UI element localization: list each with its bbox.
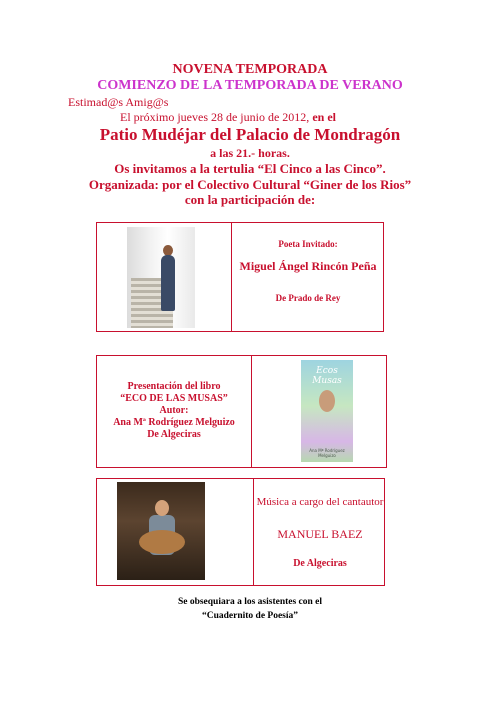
book-box: [96, 355, 387, 468]
book-line-1: Presentación del libro: [127, 381, 221, 392]
poet-box: [96, 222, 384, 332]
music-box: [96, 478, 385, 586]
book-title: “ECO DE LAS MUSAS”: [120, 393, 228, 404]
organizer: Organizada: por el Colectivo Cultural “Giner de los Rios”: [88, 177, 412, 192]
singer-photo: [117, 482, 205, 580]
date-suffix: en el: [312, 110, 336, 124]
divider: [251, 356, 252, 467]
date-line: [120, 110, 420, 125]
singer-name: MANUEL BAEZ: [277, 527, 363, 541]
poet-origin: De Prado de Rey: [275, 293, 341, 303]
book-author-label: Autor:: [159, 405, 189, 416]
footer-line-1: Se obsequiara a los asistentes con el: [177, 597, 323, 607]
cover-portrait: [319, 390, 335, 412]
cover-author: Ana Mª Rodríguez Melguizo: [309, 448, 345, 458]
guitar-graphic: [139, 530, 185, 554]
divider: [231, 223, 232, 331]
book-cover: [301, 360, 353, 462]
invite: Os invitamos a la tertulia “El Cinco a las Cinco”.: [114, 161, 386, 176]
greeting: Estimad@s Amig@s: [68, 95, 169, 109]
singer-head: [155, 500, 169, 516]
footer-line-2: “Cuadernito de Poesía”: [201, 611, 299, 621]
season-title: NOVENA TEMPORADA: [172, 62, 328, 77]
poet-figure: [161, 255, 175, 311]
music-line: Música a cargo del cantautor: [256, 496, 384, 508]
singer-origin: De Algeciras: [293, 558, 347, 569]
poet-name: Miguel Ángel Rincón Peña: [239, 259, 377, 273]
book-origin: De Algeciras: [147, 429, 201, 440]
book-details: [97, 381, 251, 441]
participation: con la participación de:: [184, 192, 316, 207]
time: a las 21.- horas.: [210, 146, 290, 160]
venue: Patio Mudéjar del Palacio de Mondragón: [99, 125, 401, 144]
poet-photo: [127, 227, 195, 328]
book-author: Ana Mª Rodríguez Melguizo: [113, 417, 235, 428]
cover-title: Ecos Musas: [312, 366, 342, 386]
poet-label: Poeta Invitado:: [278, 239, 338, 249]
date-text: El próximo jueves 28 de junio de 2012,: [120, 110, 310, 124]
divider: [253, 479, 254, 585]
season-subtitle: COMIENZO DE LA TEMPORADA DE VERANO: [97, 78, 403, 93]
